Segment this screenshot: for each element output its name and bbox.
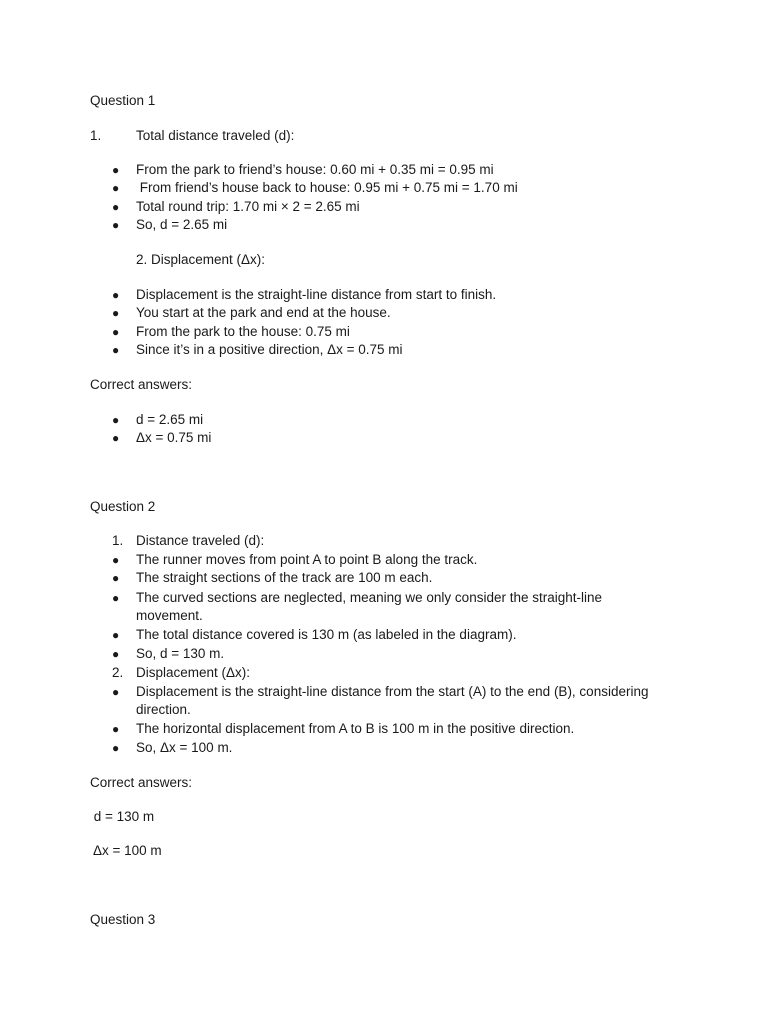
q2-item-1-label: Distance traveled (d):: [136, 533, 265, 548]
q1-item-1-label: Total distance traveled (d):: [136, 128, 295, 143]
q2-item-2-number: 2.: [112, 665, 124, 680]
q1-item-1-number: 1.: [90, 128, 102, 143]
q2-item-2-label: Displacement (Δx):: [136, 665, 251, 680]
q2-item-1-number: 1.: [112, 533, 124, 548]
